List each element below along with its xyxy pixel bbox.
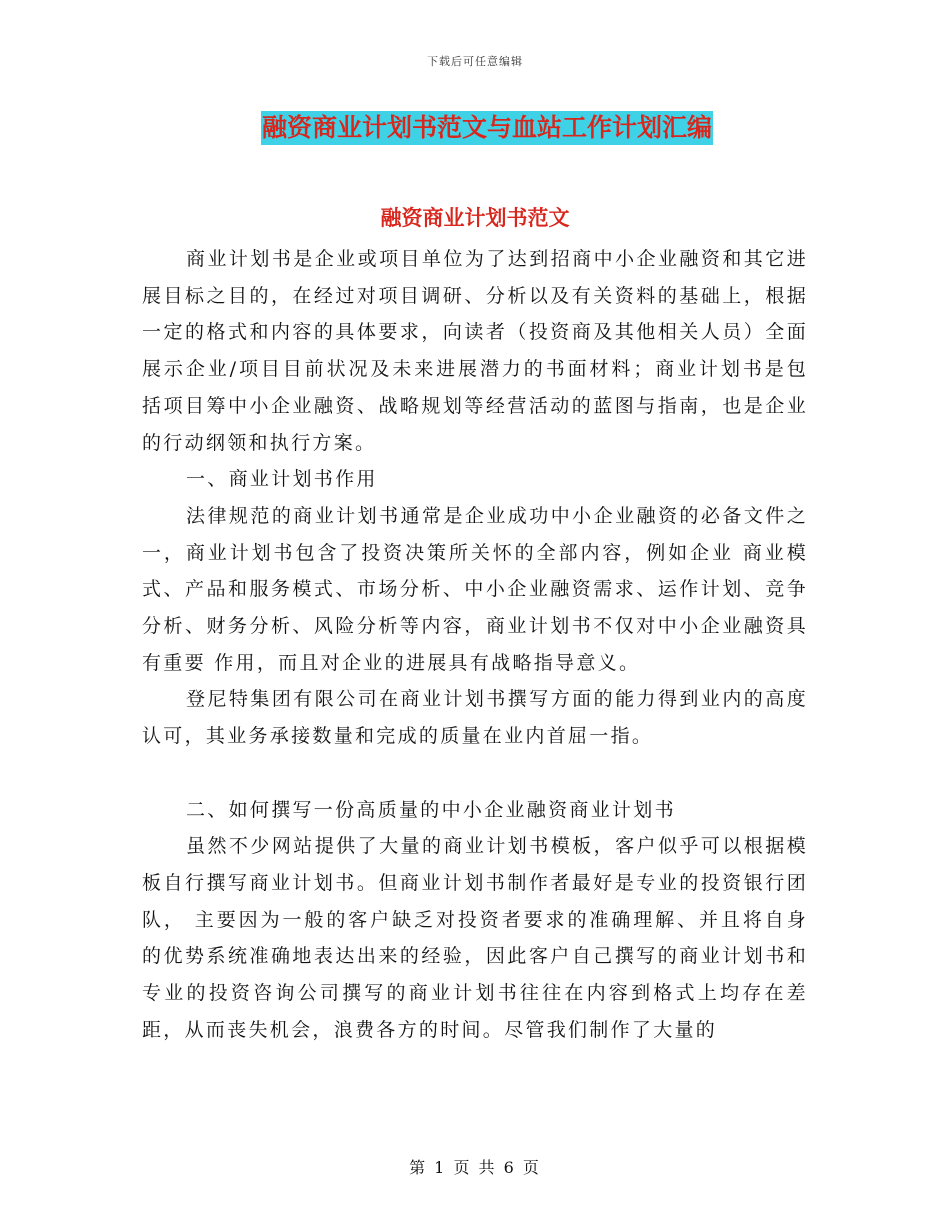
paragraph-company: 登尼特集团有限公司在商业计划书撰写方面的能力得到业内的高度认可，其业务承接数量和完成的质量在业内首屈一指。 [142,688,808,748]
heading-how-to-write: 二、如何撰写一份高质量的中小企业融资商业计划书 [186,798,676,821]
heading-purpose: 一、商业计划书作用 [186,468,378,491]
paragraph-intro: 商业计划书是企业或项目单位为了达到招商中小企业融资和其它进展目标之目的，在经过对项目调研、分析以及有关资料的基础上，根据一定的格式和内容的具体要求，向读者（投资商及其他相关人员）全面展示企业/项目目前状况及未来进展潜力的书面材料；商业计划书是包括项目筹中小企业融资、战略规划等经营活动的蓝图与指南，也是企业的行动纲领和执行方案。 [142,248,808,454]
blank-line [142,755,808,792]
main-title: 融资商业计划书范文与血站工作计划汇编 [261,111,713,145]
section-title: 融资商业计划书范文 [380,205,570,230]
page-number: 第 1 页 共 6 页 [409,1158,541,1177]
document-body [142,241,808,1048]
paragraph-how-to-write: 虽然不少网站提供了大量的商业计划书模板，客户似乎可以根据模板自行撰写商业计划书。但商业计划书制作者最好是专业的投资银行团队， 主要因为一般的客户缺乏对投资者要求的准确理解、并且将自身的优势系统准确地表达出来的经验，因此客户自己撰写的商业计划书和专业的投资咨询公司撰写的商业计划书往往在内容到格式上均存在差距，从而丧失机会，浪费各方的时间。尽管我们制作了大量的 [142,835,808,1041]
header-note: 下载后可任意编辑 [427,55,523,68]
paragraph-purpose: 法律规范的商业计划书通常是企业成功中小企业融资的必备文件之一，商业计划书包含了投资决策所关怀的全部内容，例如企业 商业模式、产品和服务模式、市场分析、中小企业融资需求、运作计划、竞争分析、财务分析、风险分析等内容，商业计划书不仅对中小企业融资具有重要 作用，而且对企业的进展具有战略指导意义。 [142,504,808,674]
